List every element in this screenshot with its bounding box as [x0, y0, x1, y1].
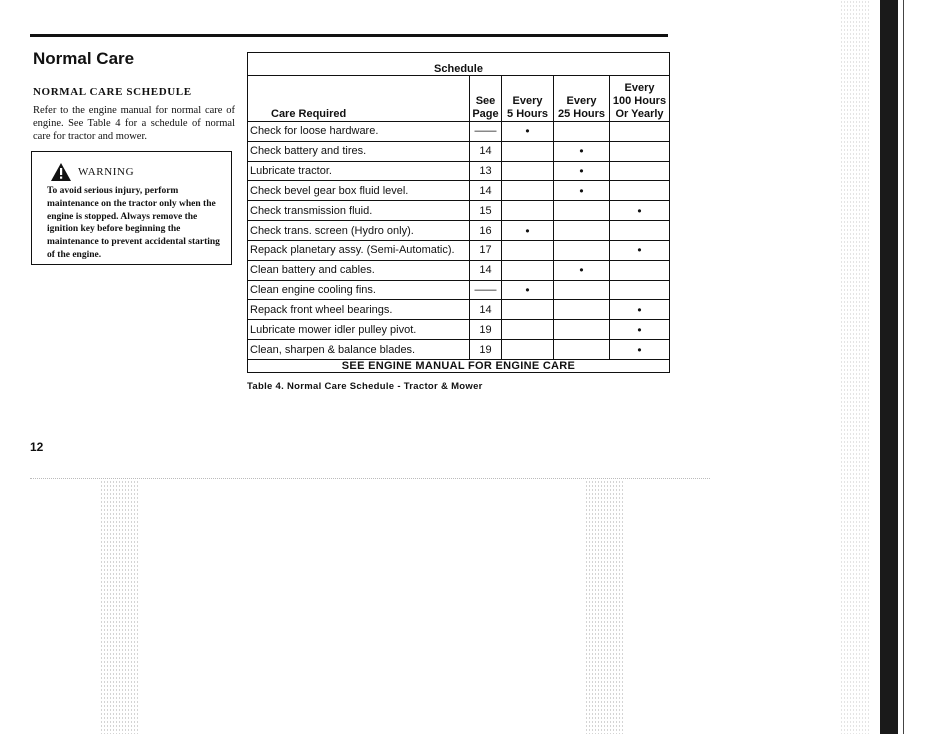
table-row	[248, 161, 670, 181]
table-row	[248, 280, 670, 300]
row-item: Lubricate tractor.	[248, 161, 470, 181]
row-every-25-hours	[554, 201, 610, 221]
row-every-25-hours: •	[554, 141, 610, 161]
column-see-page: See Page	[470, 76, 502, 122]
row-every-100-hours: •	[610, 240, 670, 260]
row-item: Repack planetary assy. (Semi-Automatic).	[248, 240, 470, 260]
row-page: 15	[470, 201, 502, 221]
row-every-25-hours	[554, 221, 610, 241]
scan-artifact	[100, 480, 140, 734]
row-every-100-hours	[610, 141, 670, 161]
table-caption: Table 4. Normal Care Schedule - Tractor & Mower	[247, 381, 483, 392]
row-every-100-hours	[610, 161, 670, 181]
row-every-5-hours	[502, 161, 554, 181]
row-every-100-hours	[610, 122, 670, 142]
row-page: 13	[470, 161, 502, 181]
row-every-25-hours	[554, 300, 610, 320]
column-every-25-hours: Every 25 Hours	[554, 76, 610, 122]
page-edge-line	[903, 0, 904, 734]
row-every-100-hours	[610, 181, 670, 201]
row-every-25-hours: •	[554, 161, 610, 181]
sub-heading: NORMAL CARE SCHEDULE	[33, 86, 192, 98]
column-every-100-hours: Every 100 Hours Or Yearly	[610, 76, 670, 122]
scan-artifact	[840, 0, 870, 734]
row-every-5-hours	[502, 240, 554, 260]
row-every-5-hours	[502, 340, 554, 360]
row-item: Check transmission fluid.	[248, 201, 470, 221]
row-item: Check bevel gear box fluid level.	[248, 181, 470, 201]
row-every-100-hours: •	[610, 201, 670, 221]
row-item: Clean battery and cables.	[248, 260, 470, 280]
row-every-100-hours	[610, 221, 670, 241]
row-every-5-hours	[502, 320, 554, 340]
section-title: Normal Care	[33, 49, 135, 68]
schedule-table	[247, 52, 670, 373]
row-every-5-hours: •	[502, 221, 554, 241]
row-every-100-hours	[610, 280, 670, 300]
row-item: Check trans. screen (Hydro only).	[248, 221, 470, 241]
table-row	[248, 300, 670, 320]
warning-text: To avoid serious injury, perform maintenance on the tractor only when the engine is stopped. Always remove the ignition key before beginning the maintenance to prevent accidental starting of the engine.	[47, 186, 220, 260]
table-row	[248, 340, 670, 360]
table-row	[248, 240, 670, 260]
row-every-5-hours	[502, 300, 554, 320]
row-every-25-hours	[554, 240, 610, 260]
scan-artifact	[585, 480, 623, 734]
warning-triangle-icon	[50, 162, 72, 182]
table-row	[248, 181, 670, 201]
top-rule	[30, 34, 668, 37]
row-every-25-hours: •	[554, 181, 610, 201]
row-every-25-hours	[554, 340, 610, 360]
row-page: 19	[470, 320, 502, 340]
row-page: 19	[470, 340, 502, 360]
row-item: Lubricate mower idler pulley pivot.	[248, 320, 470, 340]
row-every-100-hours: •	[610, 300, 670, 320]
page-number: 12	[30, 440, 44, 454]
row-every-25-hours: •	[554, 260, 610, 280]
table-footer-note: SEE ENGINE MANUAL FOR ENGINE CARE	[248, 360, 670, 373]
warning-header	[50, 162, 134, 182]
table-row	[248, 201, 670, 221]
row-every-100-hours	[610, 260, 670, 280]
row-every-25-hours	[554, 320, 610, 340]
row-page: ——	[470, 280, 502, 300]
table-row	[248, 221, 670, 241]
row-every-25-hours	[554, 280, 610, 300]
warning-box	[31, 151, 232, 265]
row-item: Clean, sharpen & balance blades.	[248, 340, 470, 360]
row-every-5-hours: •	[502, 122, 554, 142]
warning-title: WARNING	[78, 166, 135, 178]
row-every-100-hours: •	[610, 320, 670, 340]
row-page: 14	[470, 300, 502, 320]
intro-paragraph: Refer to the engine manual for normal care of engine. See Table 4 for a schedule of normal care for tractor and mower.	[33, 105, 235, 142]
table-row	[248, 260, 670, 280]
row-every-5-hours: •	[502, 280, 554, 300]
column-every-5-hours: Every 5 Hours	[502, 76, 554, 122]
row-every-5-hours	[502, 141, 554, 161]
row-item: Clean engine cooling fins.	[248, 280, 470, 300]
table-row	[248, 122, 670, 142]
row-every-25-hours	[554, 122, 610, 142]
row-item: Check for loose hardware.	[248, 122, 470, 142]
page-edge-bar	[880, 0, 898, 734]
column-care-required: Care Required	[248, 76, 470, 122]
row-page: 16	[470, 221, 502, 241]
row-every-5-hours	[502, 181, 554, 201]
row-item: Repack front wheel bearings.	[248, 300, 470, 320]
row-every-100-hours: •	[610, 340, 670, 360]
scan-artifact-rule	[30, 478, 710, 479]
table-row	[248, 141, 670, 161]
row-page: 14	[470, 141, 502, 161]
row-every-5-hours	[502, 260, 554, 280]
row-page: ——	[470, 122, 502, 142]
schedule-header: Schedule	[248, 53, 670, 76]
row-every-5-hours	[502, 201, 554, 221]
table-row	[248, 320, 670, 340]
row-page: 14	[470, 181, 502, 201]
row-page: 14	[470, 260, 502, 280]
row-page: 17	[470, 240, 502, 260]
row-item: Check battery and tires.	[248, 141, 470, 161]
